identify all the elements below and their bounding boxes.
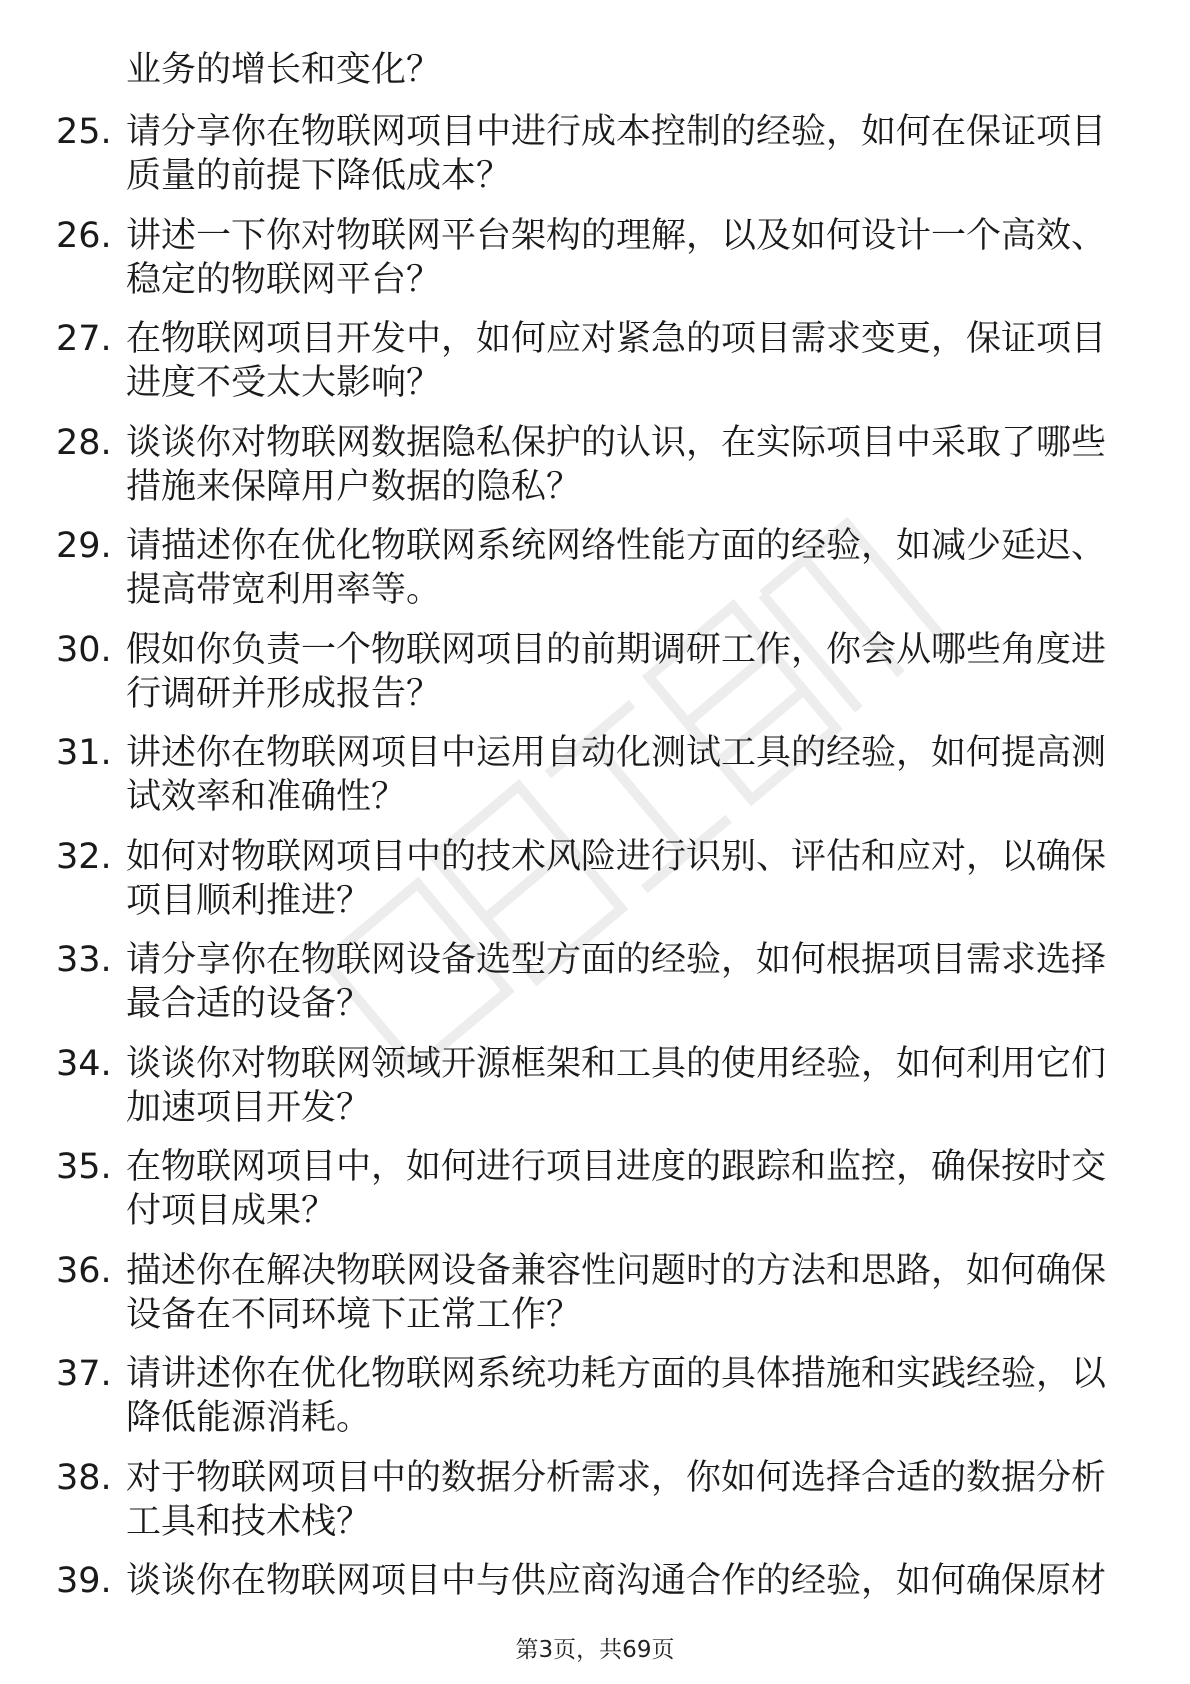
question-text: 谈谈你对物联网数据隐私保护的认识，在实际项目中采取了哪些措施来保障用户数据的隐私？ <box>126 422 1107 507</box>
question-number: 36. <box>56 1250 112 1291</box>
question-text: 假如你负责一个物联网项目的前期调研工作，你会从哪些角度进行调研并形成报告？ <box>126 629 1107 714</box>
question-text: 谈谈你在物联网项目中与供应商沟通合作的经验，如何确保原材 <box>126 1561 1107 1601</box>
list-item <box>0 628 1190 732</box>
question-number: 34. <box>56 1043 112 1084</box>
list-item <box>0 1145 1190 1249</box>
list-item <box>0 731 1190 835</box>
question-number: 39. <box>56 1561 112 1601</box>
question-text: 在物联网项目中，如何进行项目进度的跟踪和监控，确保按时交付项目成果？ <box>126 1147 1107 1231</box>
page-footer: 第3页，共69页 <box>515 1637 675 1663</box>
question-text: 讲述一下你对物联网平台架构的理解，以及如何设计一个高效、稳定的物联网平台？ <box>126 215 1107 300</box>
question-text: 请分享你在物联网项目中进行成本控制的经验，如何在保证项目质量的前提下降低成本？ <box>126 112 1107 196</box>
list-item <box>0 1249 1190 1353</box>
question-text: 请分享你在物联网设备选型方面的经验，如何根据项目需求选择最合适的设备？ <box>126 940 1107 1024</box>
question-text: 描述你在解决物联网设备兼容性问题时的方法和思路，如何确保设备在不同环境下正常工作？ <box>126 1250 1107 1335</box>
list-item <box>0 1456 1190 1560</box>
question-number: 28. <box>56 422 112 463</box>
question-number: 35. <box>56 1147 112 1187</box>
question-list <box>0 110 1190 1663</box>
list-item <box>0 214 1190 318</box>
list-item <box>0 1042 1190 1146</box>
list-item <box>0 524 1190 628</box>
question-text: 谈谈你对物联网领域开源框架和工具的使用经验，如何利用它们加速项目开发？ <box>126 1043 1107 1128</box>
list-item <box>0 938 1190 1042</box>
list-item <box>0 421 1190 525</box>
question-number: 30. <box>56 629 112 670</box>
question-number: 26. <box>56 215 112 256</box>
question-text: 请讲述你在优化物联网系统功耗方面的具体措施和实践经验，以降低能源消耗。 <box>126 1354 1107 1438</box>
list-item <box>0 1352 1190 1456</box>
question-number: 32. <box>56 836 112 877</box>
continuation-line: 业务的增长和变化？ <box>126 50 442 90</box>
question-text: 讲述你在物联网项目中运用自动化测试工具的经验，如何提高测试效率和准确性？ <box>126 733 1107 817</box>
question-number: 27. <box>56 319 112 359</box>
question-number: 33. <box>56 940 112 980</box>
question-number: 29. <box>56 526 112 566</box>
question-text: 对于物联网项目中的数据分析需求，你如何选择合适的数据分析工具和技术栈？ <box>126 1457 1107 1542</box>
question-text: 请描述你在优化物联网系统网络性能方面的经验，如减少延迟、提高带宽利用率等。 <box>126 526 1107 610</box>
list-item <box>0 110 1190 214</box>
list-item <box>0 317 1190 421</box>
question-number: 37. <box>56 1354 112 1394</box>
question-number: 31. <box>56 733 112 773</box>
question-text: 在物联网项目开发中，如何应对紧急的项目需求变更，保证项目进度不受太大影响？ <box>126 319 1107 403</box>
question-text: 如何对物联网项目中的技术风险进行识别、评估和应对，以确保项目顺利推进？ <box>126 836 1107 921</box>
question-number: 38. <box>56 1457 112 1498</box>
list-item <box>0 835 1190 939</box>
question-number: 25. <box>56 112 112 152</box>
